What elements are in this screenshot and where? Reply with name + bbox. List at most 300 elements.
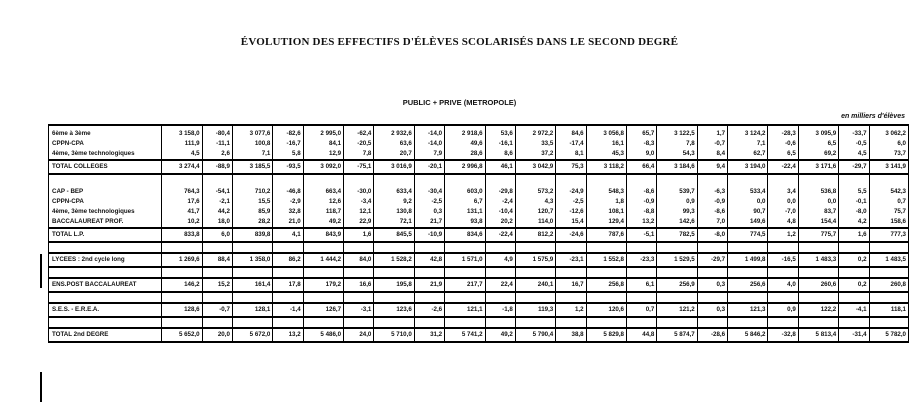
enrollment-cell: 121,2 xyxy=(657,303,697,317)
enrollment-cell: 85,9 xyxy=(232,207,272,217)
variation-cell: 15,2 xyxy=(202,278,232,292)
enrollment-cell: 3 124,2 xyxy=(728,125,768,139)
enrollment-cell: 2 918,6 xyxy=(445,125,485,139)
variation-cell: -17,4 xyxy=(556,139,586,149)
row-label: ENS.POST BACCALAUREAT xyxy=(49,278,162,292)
row-label: 4ème, 3ème technologiques xyxy=(49,149,162,160)
variation-cell: 5,5 xyxy=(839,184,869,197)
enrollment-cell: 1 575,9 xyxy=(515,253,555,267)
variation-cell: 44,8 xyxy=(627,328,657,342)
table-row xyxy=(49,139,909,149)
variation-cell: 13,2 xyxy=(627,217,657,228)
enrollment-cell: 845,5 xyxy=(374,228,414,242)
enrollment-cell: 149,6 xyxy=(728,217,768,228)
variation-cell: -8,6 xyxy=(697,207,727,217)
enrollment-cell: 843,9 xyxy=(303,228,343,242)
variation-cell: -0,7 xyxy=(202,303,232,317)
enrollment-cell: 129,4 xyxy=(586,217,626,228)
variation-cell: 0,9 xyxy=(768,303,798,317)
variation-cell: 18,0 xyxy=(202,217,232,228)
variation-cell: -24,6 xyxy=(556,228,586,242)
enrollment-cell: 118,1 xyxy=(869,303,908,317)
enrollment-cell: 3 016,9 xyxy=(374,160,414,174)
variation-cell: 42,8 xyxy=(414,253,444,267)
variation-cell: -8,8 xyxy=(627,207,657,217)
enrollment-cell: 3 184,6 xyxy=(657,160,697,174)
enrollment-cell: 7,8 xyxy=(657,139,697,149)
enrollment-cell: 256,8 xyxy=(586,278,626,292)
enrollment-cell: 119,3 xyxy=(515,303,555,317)
enrollment-cell: 75,7 xyxy=(869,207,908,217)
enrollment-cell: 1 499,8 xyxy=(728,253,768,267)
row-label: TOTAL 2nd DEGRE xyxy=(49,328,162,342)
enrollment-cell: 3 118,2 xyxy=(586,160,626,174)
variation-cell: 3,4 xyxy=(768,184,798,197)
document-title: ÉVOLUTION DES EFFECTIFS D'ÉLÈVES SCOLARISÉS DANS LE SECOND DEGRÉ xyxy=(240,36,679,48)
enrollment-cell: 93,8 xyxy=(445,217,485,228)
table-total-row xyxy=(49,303,909,317)
enrollment-cell: 3 077,6 xyxy=(232,125,272,139)
enrollment-cell: 49,2 xyxy=(303,217,343,228)
variation-cell: -82,6 xyxy=(273,125,303,139)
variation-cell: 17,8 xyxy=(273,278,303,292)
variation-cell: 6,5 xyxy=(768,149,798,160)
enrollment-cell: 839,8 xyxy=(232,228,272,242)
enrollment-cell: 41,7 xyxy=(162,207,202,217)
variation-cell: 8,1 xyxy=(556,149,586,160)
variation-cell: -62,4 xyxy=(344,125,374,139)
enrollment-cell: 16,1 xyxy=(586,139,626,149)
variation-cell: 38,8 xyxy=(556,328,586,342)
table-spacer xyxy=(49,267,909,278)
variation-cell: -16,1 xyxy=(485,139,515,149)
row-label: 4ème, 3ème technologiques xyxy=(49,207,162,217)
enrollment-cell: 5 874,7 xyxy=(657,328,697,342)
enrollment-cell: 4,5 xyxy=(162,149,202,160)
variation-cell: -80,4 xyxy=(202,125,232,139)
unit-note: en milliers d'élèves xyxy=(841,113,905,120)
enrollment-cell: 28,6 xyxy=(445,149,485,160)
variation-cell: 53,6 xyxy=(485,125,515,139)
enrollment-cell: 6,0 xyxy=(869,139,908,149)
variation-cell: -8,3 xyxy=(627,139,657,149)
variation-cell: -0,6 xyxy=(768,139,798,149)
variation-cell: -14,0 xyxy=(414,125,444,139)
enrollment-cell: 90,7 xyxy=(728,207,768,217)
enrollment-cell: 63,6 xyxy=(374,139,414,149)
enrollment-cell: 775,7 xyxy=(798,228,838,242)
table-row xyxy=(49,197,909,207)
variation-cell: -5,1 xyxy=(627,228,657,242)
enrollment-cell: 2 996,8 xyxy=(445,160,485,174)
variation-cell: -22,4 xyxy=(485,228,515,242)
variation-cell: -0,5 xyxy=(839,139,869,149)
row-label: TOTAL L.P. xyxy=(49,228,162,242)
enrollment-cell: 10,2 xyxy=(162,217,202,228)
enrollment-cell: 3 194,0 xyxy=(728,160,768,174)
enrollment-cell: 118,7 xyxy=(303,207,343,217)
enrollment-cell: 5 672,0 xyxy=(232,328,272,342)
row-label: CPPN-CPA xyxy=(49,139,162,149)
enrollment-cell: 1 483,3 xyxy=(798,253,838,267)
variation-cell: -24,9 xyxy=(556,184,586,197)
enrollment-cell: 3 274,4 xyxy=(162,160,202,174)
enrollment-cell: 7,1 xyxy=(728,139,768,149)
enrollment-cell: 99,3 xyxy=(657,207,697,217)
variation-cell: 9,4 xyxy=(697,160,727,174)
enrollment-cell: 122,2 xyxy=(798,303,838,317)
enrollment-cell: 131,1 xyxy=(445,207,485,217)
variation-cell: 84,6 xyxy=(556,125,586,139)
enrollment-cell: 764,3 xyxy=(162,184,202,197)
row-label: 6ème à 3ème xyxy=(49,125,162,139)
variation-cell: -20,5 xyxy=(344,139,374,149)
enrollment-cell: 260,8 xyxy=(869,278,908,292)
enrollment-cell: 5 486,0 xyxy=(303,328,343,342)
variation-cell: 21,0 xyxy=(273,217,303,228)
enrollment-cell: 3 185,5 xyxy=(232,160,272,174)
enrollment-cell: 256,6 xyxy=(728,278,768,292)
variation-cell: -2,9 xyxy=(273,197,303,207)
enrollment-cell: 15,5 xyxy=(232,197,272,207)
enrollment-cell: 28,2 xyxy=(232,217,272,228)
left-margin-bar xyxy=(40,372,42,402)
enrollment-cell: 710,2 xyxy=(232,184,272,197)
table-total-row xyxy=(49,253,909,267)
variation-cell: -28,3 xyxy=(768,125,798,139)
enrollment-cell: 179,2 xyxy=(303,278,343,292)
enrollment-cell: 542,3 xyxy=(869,184,908,197)
variation-cell: -10,9 xyxy=(414,228,444,242)
variation-cell: 0,2 xyxy=(839,278,869,292)
row-label: S.E.S. - E.R.E.A. xyxy=(49,303,162,317)
enrollment-cell: 5 813,4 xyxy=(798,328,838,342)
enrollment-cell: 3 092,0 xyxy=(303,160,343,174)
variation-cell: 1,6 xyxy=(344,228,374,242)
enrollment-cell: 0,0 xyxy=(798,197,838,207)
enrollment-cell: 154,4 xyxy=(798,217,838,228)
enrollment-cell: 20,7 xyxy=(374,149,414,160)
variation-cell: -3,4 xyxy=(344,197,374,207)
variation-cell: 1,7 xyxy=(697,125,727,139)
variation-cell: -2,6 xyxy=(414,303,444,317)
variation-cell: -28,6 xyxy=(697,328,727,342)
variation-cell: -7,0 xyxy=(768,207,798,217)
table-total-row xyxy=(49,228,909,242)
variation-cell: 44,2 xyxy=(202,207,232,217)
enrollment-cell: 5 782,0 xyxy=(869,328,908,342)
variation-cell: 0,0 xyxy=(768,197,798,207)
variation-cell: 1,2 xyxy=(768,228,798,242)
enrollment-cell: 217,7 xyxy=(445,278,485,292)
row-label: LYCEES : 2nd cycle long xyxy=(49,253,162,267)
variation-cell: 5,8 xyxy=(273,149,303,160)
variation-cell: -8,0 xyxy=(839,207,869,217)
enrollment-cell: 1 269,6 xyxy=(162,253,202,267)
variation-cell: -23,3 xyxy=(627,253,657,267)
enrollment-cell: 17,6 xyxy=(162,197,202,207)
enrollment-cell: 111,9 xyxy=(162,139,202,149)
variation-cell: -2,5 xyxy=(556,197,586,207)
variation-cell: 1,6 xyxy=(839,228,869,242)
variation-cell: -75,1 xyxy=(344,160,374,174)
variation-cell: 0,3 xyxy=(697,303,727,317)
table-row xyxy=(49,125,909,139)
variation-cell: 21,9 xyxy=(414,278,444,292)
enrollment-cell: 603,0 xyxy=(445,184,485,197)
variation-cell: -22,4 xyxy=(768,160,798,174)
enrollment-cell: 2 972,2 xyxy=(515,125,555,139)
variation-cell: 7,8 xyxy=(344,149,374,160)
enrollment-cell: 777,3 xyxy=(869,228,908,242)
variation-cell: -54,1 xyxy=(202,184,232,197)
variation-cell: -0,9 xyxy=(627,197,657,207)
variation-cell: 32,8 xyxy=(273,207,303,217)
table-row xyxy=(49,184,909,197)
enrollment-cell: 1 483,5 xyxy=(869,253,908,267)
enrollment-cell: 130,8 xyxy=(374,207,414,217)
enrollment-cell: 1 571,0 xyxy=(445,253,485,267)
enrollment-cell: 256,9 xyxy=(657,278,697,292)
enrollment-cell: 158,6 xyxy=(869,217,908,228)
enrollment-cell: 1 552,8 xyxy=(586,253,626,267)
variation-cell: -20,1 xyxy=(414,160,444,174)
variation-cell: 13,2 xyxy=(273,328,303,342)
row-label: TOTAL COLLEGES xyxy=(49,160,162,174)
enrollment-cell: 3 158,0 xyxy=(162,125,202,139)
variation-cell: 16,6 xyxy=(344,278,374,292)
variation-cell: 49,2 xyxy=(485,328,515,342)
variation-cell: -29,7 xyxy=(839,160,869,174)
variation-cell: 16,7 xyxy=(556,278,586,292)
enrollment-cell: 548,3 xyxy=(586,184,626,197)
variation-cell: 0,7 xyxy=(627,303,657,317)
enrollment-cell: 3 042,9 xyxy=(515,160,555,174)
row-label: CPPN-CPA xyxy=(49,197,162,207)
variation-cell: 0,3 xyxy=(697,278,727,292)
variation-cell: -29,7 xyxy=(697,253,727,267)
variation-cell: -3,1 xyxy=(344,303,374,317)
variation-cell: -31,4 xyxy=(839,328,869,342)
variation-cell: 21,7 xyxy=(414,217,444,228)
variation-cell: 31,2 xyxy=(414,328,444,342)
enrollment-cell: 5 790,4 xyxy=(515,328,555,342)
enrollment-cell: 108,1 xyxy=(586,207,626,217)
variation-cell: -29,8 xyxy=(485,184,515,197)
variation-cell: 8,6 xyxy=(485,149,515,160)
enrollment-cell: 100,8 xyxy=(232,139,272,149)
enrollment-cell: 5 652,0 xyxy=(162,328,202,342)
variation-cell: -12,6 xyxy=(556,207,586,217)
table-row xyxy=(49,149,909,160)
enrollment-cell: 37,2 xyxy=(515,149,555,160)
variation-cell: 88,4 xyxy=(202,253,232,267)
enrollment-cell: 1 358,0 xyxy=(232,253,272,267)
variation-cell: 24,0 xyxy=(344,328,374,342)
variation-cell: 4,9 xyxy=(485,253,515,267)
table-spacer xyxy=(49,292,909,303)
enrollment-cell: 1,8 xyxy=(586,197,626,207)
enrollment-cell: 120,6 xyxy=(586,303,626,317)
enrollment-cell: 69,2 xyxy=(798,149,838,160)
table-row xyxy=(49,217,909,228)
enrollment-cell: 161,4 xyxy=(232,278,272,292)
enrollment-cell: 240,1 xyxy=(515,278,555,292)
variation-cell: 6,1 xyxy=(627,278,657,292)
row-label: BACCALAUREAT PROF. xyxy=(49,217,162,228)
variation-cell: 6,0 xyxy=(202,228,232,242)
variation-cell: 2,6 xyxy=(202,149,232,160)
variation-cell: -32,8 xyxy=(768,328,798,342)
enrollment-cell: 5 741,2 xyxy=(445,328,485,342)
enrollment-cell: 49,6 xyxy=(445,139,485,149)
variation-cell: -8,6 xyxy=(627,184,657,197)
enrollment-cell: 142,6 xyxy=(657,217,697,228)
variation-cell: -46,8 xyxy=(273,184,303,197)
variation-cell: 8,4 xyxy=(697,149,727,160)
enrollment-cell: 195,8 xyxy=(374,278,414,292)
variation-cell: -88,9 xyxy=(202,160,232,174)
enrollment-cell: 812,2 xyxy=(515,228,555,242)
variation-cell: 0,2 xyxy=(839,253,869,267)
enrollment-cell: 3 095,9 xyxy=(798,125,838,139)
variation-cell: 7,0 xyxy=(697,217,727,228)
variation-cell: 20,2 xyxy=(485,217,515,228)
variation-cell: -30,4 xyxy=(414,184,444,197)
enrollment-cell: 3 171,6 xyxy=(798,160,838,174)
enrollment-cell: 6,5 xyxy=(798,139,838,149)
variation-cell: -14,0 xyxy=(414,139,444,149)
table-total-row xyxy=(49,328,909,342)
variation-cell: 75,3 xyxy=(556,160,586,174)
enrollment-cell: 120,7 xyxy=(515,207,555,217)
variation-cell: -0,1 xyxy=(839,197,869,207)
enrollment-cell: 573,2 xyxy=(515,184,555,197)
enrollment-cell: 126,7 xyxy=(303,303,343,317)
variation-cell: -0,7 xyxy=(697,139,727,149)
enrollment-cell: 1 529,5 xyxy=(657,253,697,267)
variation-cell: 0,3 xyxy=(414,207,444,217)
enrollment-cell: 0,7 xyxy=(869,197,908,207)
variation-cell: 4,5 xyxy=(839,149,869,160)
enrollment-cell: 62,7 xyxy=(728,149,768,160)
enrollment-cell: 72,1 xyxy=(374,217,414,228)
variation-cell: -16,5 xyxy=(768,253,798,267)
variation-cell: -23,1 xyxy=(556,253,586,267)
enrollment-cell: 633,4 xyxy=(374,184,414,197)
variation-cell: 4,1 xyxy=(273,228,303,242)
variation-cell: 7,9 xyxy=(414,149,444,160)
variation-cell: -10,4 xyxy=(485,207,515,217)
enrollment-cell: 1 528,2 xyxy=(374,253,414,267)
enrollment-cell: 774,5 xyxy=(728,228,768,242)
variation-cell: 4,0 xyxy=(768,278,798,292)
enrollment-cell: 128,1 xyxy=(232,303,272,317)
enrollment-cell: 260,6 xyxy=(798,278,838,292)
variation-cell: -1,4 xyxy=(273,303,303,317)
enrollment-cell: 123,6 xyxy=(374,303,414,317)
variation-cell: 66,4 xyxy=(627,160,657,174)
variation-cell: -0,9 xyxy=(697,197,727,207)
variation-cell: 15,4 xyxy=(556,217,586,228)
enrollment-cell: 3 122,5 xyxy=(657,125,697,139)
document-subtitle: PUBLIC + PRIVE (METROPOLE) xyxy=(402,98,517,107)
variation-cell: 86,2 xyxy=(273,253,303,267)
variation-cell: 4,2 xyxy=(839,217,869,228)
enrollment-cell: 121,3 xyxy=(728,303,768,317)
enrollment-cell: 782,5 xyxy=(657,228,697,242)
enrollment-cell: 83,7 xyxy=(798,207,838,217)
enrollment-cell: 2 932,6 xyxy=(374,125,414,139)
variation-cell: -1,8 xyxy=(485,303,515,317)
enrollment-cell: 663,4 xyxy=(303,184,343,197)
enrollment-cell: 4,3 xyxy=(515,197,555,207)
variation-cell: -8,0 xyxy=(697,228,727,242)
variation-cell: 65,7 xyxy=(627,125,657,139)
enrollment-cell: 2 995,0 xyxy=(303,125,343,139)
variation-cell: -16,7 xyxy=(273,139,303,149)
variation-cell: 22,9 xyxy=(344,217,374,228)
variation-cell: -2,5 xyxy=(414,197,444,207)
enrollment-cell: 834,6 xyxy=(445,228,485,242)
variation-cell: 84,0 xyxy=(344,253,374,267)
enrollment-cell: 128,6 xyxy=(162,303,202,317)
variation-cell: 9,0 xyxy=(627,149,657,160)
table-total-row xyxy=(49,278,909,292)
enrollment-cell: 7,1 xyxy=(232,149,272,160)
enrollment-cell: 146,2 xyxy=(162,278,202,292)
enrollment-cell: 533,4 xyxy=(728,184,768,197)
enrollment-cell: 12,6 xyxy=(303,197,343,207)
table-row xyxy=(49,207,909,217)
enrollment-cell: 1 444,2 xyxy=(303,253,343,267)
enrollment-cell: 3 062,2 xyxy=(869,125,908,139)
variation-cell: 4,8 xyxy=(768,217,798,228)
variation-cell: 46,1 xyxy=(485,160,515,174)
enrollment-cell: 114,0 xyxy=(515,217,555,228)
enrollment-cell: 539,7 xyxy=(657,184,697,197)
variation-cell: -2,4 xyxy=(485,197,515,207)
enrollment-cell: 5 710,0 xyxy=(374,328,414,342)
enrollment-cell: 121,1 xyxy=(445,303,485,317)
table-total-row xyxy=(49,160,909,174)
enrollment-cell: 12,9 xyxy=(303,149,343,160)
enrollment-cell: 84,1 xyxy=(303,139,343,149)
table-spacer xyxy=(49,242,909,253)
row-label: CAP - BEP xyxy=(49,184,162,197)
enrollment-cell: 45,3 xyxy=(586,149,626,160)
variation-cell: -11,1 xyxy=(202,139,232,149)
enrollment-cell: 0,9 xyxy=(657,197,697,207)
enrollment-cell: 787,6 xyxy=(586,228,626,242)
variation-cell: -6,3 xyxy=(697,184,727,197)
enrollment-cell: 54,3 xyxy=(657,149,697,160)
enrollment-cell: 73,7 xyxy=(869,149,908,160)
left-margin-bar xyxy=(40,254,42,288)
variation-cell: 1,2 xyxy=(556,303,586,317)
enrollment-cell: 536,8 xyxy=(798,184,838,197)
variation-cell: 22,4 xyxy=(485,278,515,292)
variation-cell: -93,5 xyxy=(273,160,303,174)
enrollment-cell: 33,5 xyxy=(515,139,555,149)
enrollment-cell: 833,8 xyxy=(162,228,202,242)
variation-cell: -2,1 xyxy=(202,197,232,207)
enrollment-cell: 0,0 xyxy=(728,197,768,207)
variation-cell: 12,1 xyxy=(344,207,374,217)
enrollment-cell: 3 141,9 xyxy=(869,160,908,174)
variation-cell: 20,0 xyxy=(202,328,232,342)
variation-cell: -33,7 xyxy=(839,125,869,139)
